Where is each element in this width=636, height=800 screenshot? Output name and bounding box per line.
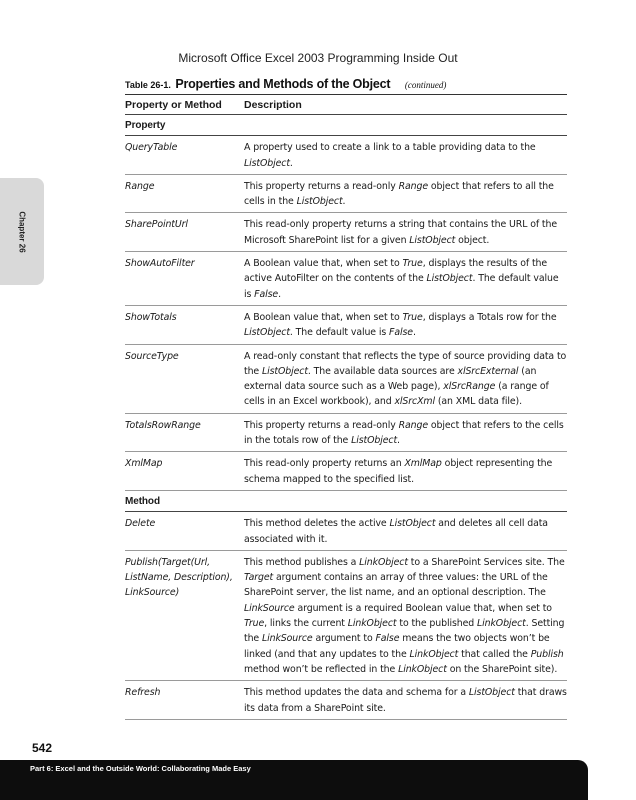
description-text: argument to: [312, 633, 376, 645]
member-name: Delete: [125, 512, 244, 551]
member-name: Refresh: [125, 681, 244, 720]
description-text: . The available data sources are: [307, 365, 458, 377]
description-text: argument contains an array of three values: the URL of the SharePoint server, the list name, and an optional description. The: [244, 572, 548, 599]
page-number: 542: [32, 741, 53, 755]
code-term: LinkObject: [347, 618, 397, 630]
section-row: [125, 115, 567, 136]
section-label: Property: [125, 115, 567, 136]
description-text: This property returns a read-only: [244, 419, 399, 431]
description-text: .: [342, 196, 346, 208]
description-text: object.: [455, 234, 490, 246]
table-row: [125, 344, 567, 413]
code-term: ListObject: [389, 518, 436, 530]
member-description: [244, 136, 567, 175]
member-name: ShowAutoFilter: [125, 252, 244, 306]
description-text: method won’t be reflected in the: [244, 663, 399, 675]
code-term: LinkObject: [409, 648, 459, 660]
member-description: [244, 174, 567, 213]
description-text: . Setting the: [244, 618, 565, 645]
description-text: , links the current: [264, 618, 348, 630]
chapter-tab-label: Chapter 26: [17, 211, 27, 253]
member-name: Range: [125, 174, 244, 213]
table-row: [125, 252, 567, 306]
code-term: LinkSource: [261, 633, 313, 645]
table-row: [125, 681, 567, 720]
member-name: SourceType: [125, 344, 244, 413]
description-text: (an external data source such as a Web page),: [244, 365, 537, 393]
description-text: This method deletes the active: [244, 518, 390, 530]
description-text: This method publishes a: [244, 556, 360, 568]
code-term: True: [402, 311, 423, 323]
description-text: . The default value is: [289, 327, 390, 339]
table-row: [125, 305, 567, 344]
running-header: Microsoft Office Excel 2003 Programming Inside Out: [178, 51, 458, 65]
code-term: ListObject: [244, 327, 290, 339]
table-row: [125, 512, 567, 551]
code-term: xlSrcExternal: [457, 365, 519, 377]
description-text: . The default value is: [244, 273, 559, 300]
code-term: LinkObject: [398, 663, 447, 675]
code-term: ListObject: [409, 234, 456, 246]
description-text: object representing the schema mapped to the specified list.: [244, 458, 553, 485]
header-property-or-method: Property or Method: [125, 95, 244, 115]
description-text: A Boolean value that, when set to: [244, 311, 403, 323]
description-text: (a range of cells in an Excel workbook), and: [244, 381, 549, 408]
properties-table: [125, 94, 567, 720]
footer-part-title: Part 6: Excel and the Outside World: Collaborating Made Easy: [30, 764, 251, 773]
code-term: True: [402, 258, 423, 270]
table-row: [125, 213, 567, 252]
table-row: [125, 550, 567, 680]
description-text: to a SharePoint Services site. The: [407, 556, 565, 568]
table-body: [125, 115, 567, 720]
member-description: [244, 550, 567, 680]
description-text: .: [397, 435, 400, 447]
member-description: [244, 452, 567, 491]
description-text: A property used to create a link to a table providing data to the: [244, 142, 536, 154]
code-term: False: [254, 288, 279, 300]
table-number: Table 26-1.: [125, 80, 171, 90]
description-text: .: [289, 157, 293, 169]
member-description: [244, 344, 567, 413]
description-text: argument is a required Boolean value that, when set to: [294, 602, 552, 614]
description-text: object that refers to all the cells in the: [244, 180, 554, 208]
code-term: LinkObject: [477, 618, 526, 630]
description-text: , displays the results of the active AutoFilter on the contents of the: [244, 258, 548, 285]
code-term: ListObject: [296, 196, 343, 208]
code-term: xlSrcRange: [443, 381, 496, 393]
description-text: and deletes all cell data associated with it.: [244, 518, 548, 545]
code-term: False: [375, 633, 400, 645]
code-term: xlSrcXml: [394, 396, 435, 408]
member-name: TotalsRowRange: [125, 413, 244, 452]
member-name: Publish(Target(Url, ListName, Description), LinkSource): [125, 550, 244, 680]
code-term: Publish: [530, 648, 564, 660]
description-text: means the two objects won’t be linked (and that any updates to the: [244, 633, 550, 660]
member-name: XmlMap: [125, 452, 244, 491]
table-row: [125, 452, 567, 491]
code-term: False: [389, 327, 413, 339]
member-description: [244, 252, 567, 306]
description-text: .: [278, 288, 281, 300]
code-term: True: [244, 618, 265, 630]
properties-table-wrapper: [125, 94, 567, 720]
description-text: object that refers to the cells in the totals row of the: [244, 419, 564, 447]
code-term: ListObject: [426, 273, 473, 285]
table-continued: (continued): [404, 80, 447, 90]
description-text: that draws its data from a SharePoint site.: [244, 687, 567, 714]
table-row: [125, 413, 567, 452]
description-text: A read-only constant that reflects the type of source providing data to the: [244, 350, 567, 377]
member-description: [244, 213, 567, 252]
code-term: ListObject: [261, 365, 308, 377]
code-term: Range: [398, 419, 429, 431]
member-name: SharePointUrl: [125, 213, 244, 252]
code-term: ListObject: [351, 435, 398, 447]
description-text: This property returns a read-only: [244, 180, 399, 192]
table-row: [125, 136, 567, 175]
description-text: This method updates the data and schema for a: [244, 687, 469, 699]
table-row: [125, 174, 567, 213]
section-row: [125, 490, 567, 511]
code-term: LinkObject: [359, 556, 408, 568]
description-text: A Boolean value that, when set to: [244, 258, 403, 270]
section-label: Method: [125, 490, 567, 511]
code-term: Range: [398, 180, 429, 192]
member-description: [244, 413, 567, 452]
description-text: This read-only property returns an: [244, 458, 405, 470]
description-text: on the SharePoint site).: [446, 663, 558, 675]
table-title: Properties and Methods of the Object: [175, 77, 391, 91]
table-caption: [125, 75, 446, 93]
code-term: XmlMap: [404, 458, 442, 470]
code-term: ListObject: [468, 687, 515, 699]
member-name: QueryTable: [125, 136, 244, 175]
member-description: [244, 512, 567, 551]
description-text: .: [412, 327, 416, 339]
code-term: LinkSource: [244, 602, 295, 614]
description-text: This read-only property returns a string that contains the URL of the Microsoft SharePoint list for a given: [244, 219, 558, 246]
description-text: (an XML data file).: [434, 396, 522, 408]
description-text: , displays a Totals row for the: [422, 311, 557, 323]
member-description: [244, 305, 567, 344]
member-name: ShowTotals: [125, 305, 244, 344]
code-term: ListObject: [244, 157, 290, 169]
table-header-row: [125, 95, 567, 115]
code-term: Target: [244, 572, 274, 584]
member-description: [244, 681, 567, 720]
header-description: Description: [244, 95, 567, 115]
description-text: that called the: [458, 648, 531, 660]
description-text: to the published: [396, 618, 477, 630]
